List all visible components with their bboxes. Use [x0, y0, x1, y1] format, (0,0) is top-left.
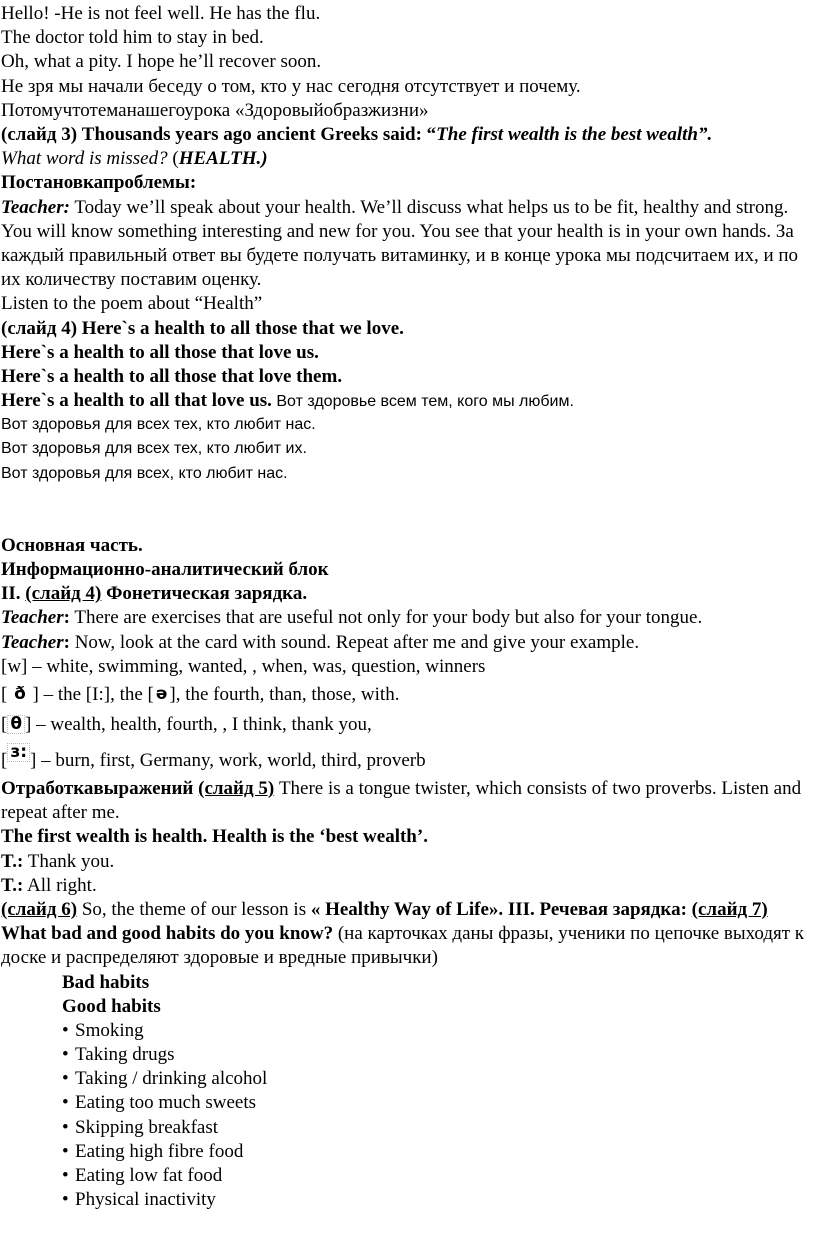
- speech-paragraph: [1, 898, 813, 971]
- teacher-text: Today we’ll speak about your health. We’ll discuss what helps us to be fit, healthy and strong. You will know something interesting and new for you. You see that your health is in your own hands. За каждый правильный ответ вы будете получать витаминку, и в конце урока мы подсчитаем их, и по их количеству поставим оценку.: [1, 196, 799, 291]
- intro-line-4: Не зря мы начали беседу о том, кто у нас сегодня отсутствует и почему.: [1, 75, 581, 97]
- problem-paragraph: [1, 196, 813, 293]
- phrases-text: There is a tongue twister, which consists of two proverbs. Listen and repeat after me.: [1, 777, 802, 824]
- slide3-prefix: (слайд 3) Thousands years ago ancient Greeks said: “: [1, 123, 437, 145]
- main-heading: Основная часть.: [1, 534, 143, 556]
- phonetic-title: Фонетическая зарядка.: [101, 583, 308, 605]
- poem-line-1: (слайд 4) Here`s a health to all those that we love.: [1, 317, 404, 339]
- slide7-label: (слайд 7): [691, 898, 768, 920]
- sound-er-rest: ] – burn, first, Germany, work, world, third, proverb: [30, 749, 426, 771]
- t-label-2: T.:: [1, 874, 24, 896]
- poem-line-3: Here`s a health to all those that love them.: [1, 365, 343, 387]
- habits-question: What bad and good habits do you know?: [1, 923, 334, 945]
- er-symbol-icon: з:: [7, 743, 30, 762]
- habit-list: [0, 1019, 816, 1213]
- bullet-icon: •: [62, 1140, 69, 1162]
- phrases-paragraph: [1, 777, 813, 825]
- sound-eth-line: [1, 679, 816, 711]
- intro-line-1: Hello! -He is not feel well. He has the flu.: [1, 3, 321, 24]
- main-block: Информационно-аналитический блок: [1, 559, 329, 580]
- teacher-text-1: There are exercises that are useful not only for your body but also for your tongue.: [69, 607, 703, 629]
- bullet-icon: •: [62, 1019, 69, 1041]
- sound-eth-rest-b: ], the fourth, than, those, with.: [169, 683, 400, 705]
- poem-translation-1: Вот здоровье всем тем, кого мы любим.: [271, 393, 574, 411]
- poem-line-4-text: Here`s a health to all that love us.: [1, 390, 272, 412]
- phonetic-heading: [1, 582, 816, 606]
- teacher-colon-1: :: [63, 607, 70, 629]
- slide3-quote: The first wealth is the best wealth”.: [436, 123, 713, 145]
- t-line-2: [1, 874, 816, 898]
- slide6-label: (слайд 6): [1, 898, 78, 920]
- list-item: [62, 1043, 816, 1067]
- document-page: [0, 2, 816, 1212]
- sound-er-open: [: [1, 749, 8, 771]
- sound-theta-line: [1, 711, 816, 739]
- poem-translation-4: Вот здоровья для всех, кто любит нас.: [1, 464, 288, 482]
- phrases-slide: (слайд 5): [198, 777, 275, 799]
- teacher-line-1: [1, 606, 816, 630]
- teacher-label-1: Teacher: [1, 607, 64, 629]
- sound-theta-open: [: [1, 713, 8, 735]
- sound-theta-rest: ] – wealth, health, fourth, , I think, thank you,: [25, 713, 372, 735]
- list-item: [62, 1164, 816, 1188]
- list-item-text: Eating too much sweets: [75, 1092, 256, 1114]
- slide3-question-line: [1, 147, 816, 171]
- problem-heading: Постановкапроблемы:: [1, 172, 197, 194]
- theme-text: So, the theme of our lesson is: [77, 898, 311, 920]
- theme-bold: « Healthy Way of Life». III. Речевая зарядка:: [310, 898, 687, 920]
- bullet-icon: •: [62, 1044, 69, 1066]
- poem-translation-2: Вот здоровья для всех тех, кто любит нас.: [1, 416, 316, 434]
- habits-note: (на карточках даны фразы, ученики по цепочке выходят к доске и распределяют здоровые и вредные привычки): [1, 923, 805, 969]
- intro-line-5: Потомучтотеманашегоурока «Здоровыйобразжизни»: [1, 99, 429, 121]
- slide3-answer-open: (: [167, 148, 179, 170]
- sound-eth-open: [: [1, 683, 13, 705]
- list-item-text: Taking / drinking alcohol: [75, 1068, 268, 1090]
- poem-line-2: Here`s a health to all those that love us.: [1, 341, 319, 363]
- teacher-text-2: Now, look at the card with sound. Repeat after me and give your example.: [69, 631, 640, 653]
- bad-habits-heading: Bad habits: [62, 971, 150, 993]
- phonetic-slide: (слайд 4): [25, 583, 102, 605]
- list-item-text: Eating high fibre food: [75, 1140, 244, 1162]
- poem-line-4: [1, 389, 816, 413]
- slide3-answer: HEALTH.): [178, 148, 268, 170]
- t-label-1: T.:: [1, 850, 24, 872]
- list-item: [62, 1067, 816, 1091]
- list-item-text: Skipping breakfast: [75, 1116, 219, 1138]
- slide3-line: [1, 123, 816, 147]
- bullet-icon: •: [62, 1165, 69, 1187]
- teacher-label-2: Teacher: [1, 631, 64, 653]
- list-item-text: Taking drugs: [75, 1044, 175, 1066]
- schwa-symbol-icon: ə: [155, 683, 168, 704]
- t-line-1: [1, 850, 816, 874]
- slide3-question: What word is missed?: [1, 148, 168, 170]
- list-item-text: Eating low fat food: [75, 1165, 223, 1187]
- bullet-icon: •: [62, 1092, 69, 1114]
- bullet-icon: •: [62, 1116, 69, 1138]
- sound-w-line: [w] – white, swimming, wanted, , when, was, question, winners: [1, 655, 486, 677]
- poem-translation-3: Вот здоровья для всех тех, кто любит их.: [1, 440, 307, 458]
- teacher-label: Teacher:: [1, 196, 70, 218]
- t-text-2: All right.: [23, 874, 97, 896]
- list-item: [62, 1140, 816, 1164]
- listen-line: Listen to the poem about “Health”: [1, 293, 263, 315]
- spacer: [0, 486, 816, 534]
- sound-eth-rest-a: ] – the [I:], the [: [27, 683, 154, 705]
- list-item-text: Smoking: [75, 1019, 144, 1041]
- list-item-text: Physical inactivity: [75, 1189, 216, 1211]
- list-item: [62, 1116, 816, 1140]
- tongue-twister: The first wealth is health. Health is the ‘best wealth’.: [1, 826, 428, 848]
- intro-line-3: Oh, what a pity. I hope he’ll recover soon.: [1, 51, 322, 73]
- list-item: [62, 1019, 816, 1043]
- eth-symbol-icon: ð: [14, 683, 26, 704]
- teacher-line-2: [1, 631, 816, 655]
- sound-er-line: [1, 739, 816, 777]
- intro-line-2: The doctor told him to stay in bed.: [1, 27, 264, 49]
- teacher-colon-2: :: [63, 631, 70, 653]
- list-item: [62, 1091, 816, 1115]
- list-item: [62, 1188, 816, 1212]
- phonetic-num: II.: [1, 583, 26, 605]
- bullet-icon: •: [62, 1189, 69, 1211]
- good-habits-heading: Good habits: [62, 995, 161, 1017]
- phrases-label: Отработкавыражений: [1, 777, 194, 799]
- theta-symbol-icon: θ: [7, 715, 25, 734]
- bullet-icon: •: [62, 1068, 69, 1090]
- t-text-1: Thank you.: [23, 850, 115, 872]
